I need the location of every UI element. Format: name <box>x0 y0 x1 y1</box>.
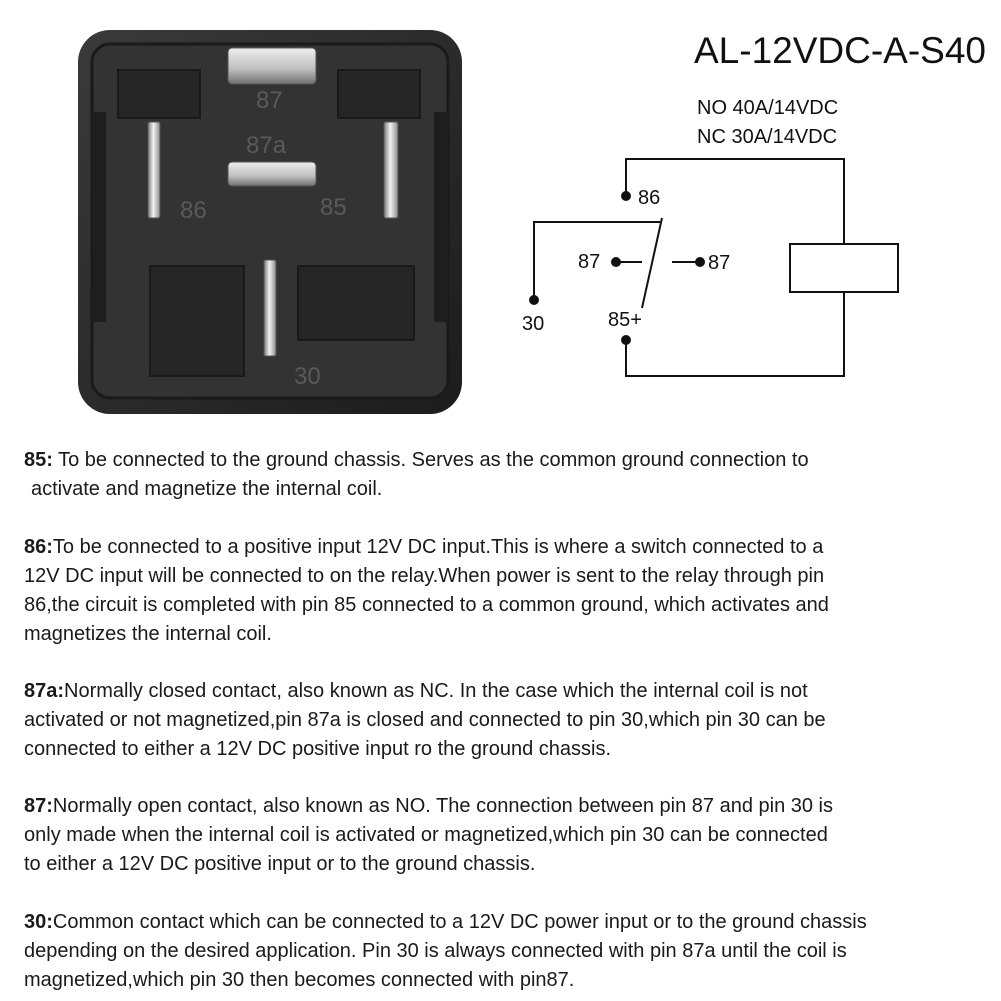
desc-line: magnetizes the internal coil. <box>24 623 272 645</box>
desc-line: Common contact which can be connected to a 12V DC power input or to the ground chassis <box>52 911 867 933</box>
desc-line: 86,the circuit is completed with pin 85 connected to a common ground, which activates and <box>24 594 829 616</box>
desc-line: To be connected to the ground chassis. Serves as the common ground connection to <box>52 449 809 471</box>
desc-key: 85: <box>24 449 53 471</box>
wd-label-87-left: 87 <box>578 251 601 273</box>
relay-side-rail-right <box>434 112 448 322</box>
terminal-dot-85 <box>621 335 631 345</box>
photo-label-87: 87 <box>256 87 283 114</box>
description-85 <box>24 446 974 504</box>
recess-bottom-right <box>298 266 414 340</box>
desc-line: magnetized,which pin 30 then becomes connected with pin87. <box>24 969 575 991</box>
switch-arm <box>642 218 662 308</box>
pin-87-terminal <box>228 48 316 84</box>
terminal-dot-30 <box>529 295 539 305</box>
wd-label-87-right: 87 <box>708 252 731 274</box>
desc-key: 30: <box>24 911 53 933</box>
spec-no-rating: NO 40A/14VDC <box>697 97 839 119</box>
terminal-dot-87-nc <box>611 257 621 267</box>
photo-label-85: 85 <box>320 194 347 221</box>
desc-line: Normally open contact, also known as NO. The connection between pin 87 and pin 30 is <box>52 795 834 817</box>
desc-line: 12V DC input will be connected to on the relay.When power is sent to the relay through pin <box>24 565 825 587</box>
desc-line: activated or not magnetized,pin 87a is closed and connected to pin 30,which pin 30 can be <box>24 709 826 731</box>
description-87 <box>24 792 974 879</box>
wiring-diagram <box>500 150 920 390</box>
recess-top-right <box>338 70 420 118</box>
pin-30-terminal <box>264 260 276 356</box>
pin-87a-terminal <box>228 162 316 186</box>
wd-label-30: 30 <box>522 313 545 335</box>
pin-85-terminal <box>384 122 398 218</box>
desc-line: Normally closed contact, also known as NC. In the case which the internal coil is not <box>64 680 808 702</box>
model-title: AL-12VDC-A-S40 <box>694 30 987 71</box>
photo-label-87a: 87a <box>246 132 287 159</box>
desc-key: 87: <box>24 795 53 817</box>
recess-bottom-left <box>150 266 244 376</box>
desc-key: 87a: <box>24 680 65 702</box>
photo-label-30: 30 <box>294 363 321 390</box>
terminal-dot-87-no <box>695 257 705 267</box>
description-86 <box>24 533 974 649</box>
desc-line: activate and magnetize the internal coil. <box>31 478 383 500</box>
wd-label-86: 86 <box>638 187 661 209</box>
desc-line: to either a 12V DC positive input or to the ground chassis. <box>24 853 536 875</box>
photo-label-86: 86 <box>180 197 207 224</box>
desc-line: depending on the desired application. Pin 30 is always connected with pin 87a until the coil is <box>24 940 847 962</box>
relay-photo <box>70 22 470 422</box>
desc-line: To be connected to a positive input 12V DC input.This is where a switch connected to a <box>52 536 824 558</box>
pin-86-terminal <box>148 122 160 218</box>
desc-key: 86: <box>24 536 53 558</box>
coil-wire-bottom <box>626 292 844 376</box>
relay-side-rail-left <box>92 112 106 322</box>
terminal-dot-86 <box>621 191 631 201</box>
description-87a <box>24 677 974 764</box>
spec-nc-rating: NC 30A/14VDC <box>697 126 838 148</box>
description-30 <box>24 908 974 995</box>
recess-top-left <box>118 70 200 118</box>
desc-line: only made when the internal coil is activated or magnetized,which pin 30 can be connected <box>24 824 828 846</box>
desc-line: connected to either a 12V DC positive input ro the ground chassis. <box>24 738 612 760</box>
coil-symbol <box>790 244 898 292</box>
wd-label-85: 85+ <box>608 309 642 331</box>
